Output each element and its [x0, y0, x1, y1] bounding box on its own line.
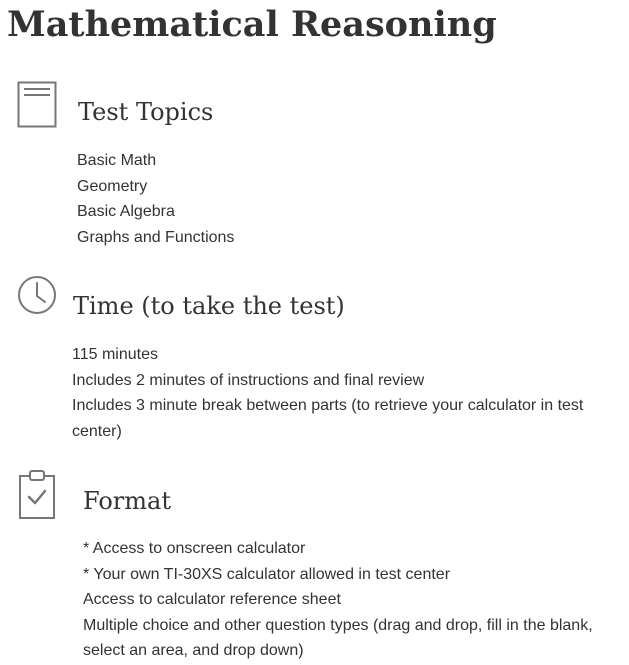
- test-topics-list: [77, 148, 597, 250]
- list-item: * Your own TI-30XS calculator allowed in test center: [83, 565, 451, 583]
- list-item: Geometry: [77, 177, 148, 195]
- list-item: Includes 2 minutes of instructions and final review: [72, 371, 425, 389]
- list-item: 115 minutes: [72, 346, 158, 363]
- clock-icon: [17, 275, 57, 315]
- list-item: Basic Math: [77, 152, 157, 169]
- list-item: Basic Algebra: [77, 203, 175, 220]
- page-title: Mathematical Reasoning: [7, 4, 497, 45]
- format-list: [83, 536, 625, 664]
- section-title-time: Time (to take the test): [73, 292, 345, 320]
- time-list: [72, 342, 622, 444]
- section-title-format: Format: [83, 487, 171, 515]
- clipboard-check-icon: [17, 468, 57, 520]
- list-item: * Access to onscreen calculator: [83, 540, 306, 557]
- section-title-test-topics: Test Topics: [78, 98, 214, 126]
- list-item: Graphs and Functions: [77, 228, 235, 246]
- list-item: Access to calculator reference sheet: [83, 591, 341, 608]
- list-item: Includes 3 minute break between parts (to retrieve your calculator in test center): [72, 397, 584, 440]
- document-icon: [17, 81, 57, 129]
- list-item: Multiple choice and other question types (drag and drop, fill in the blank, select an area, and drop down): [83, 616, 593, 659]
